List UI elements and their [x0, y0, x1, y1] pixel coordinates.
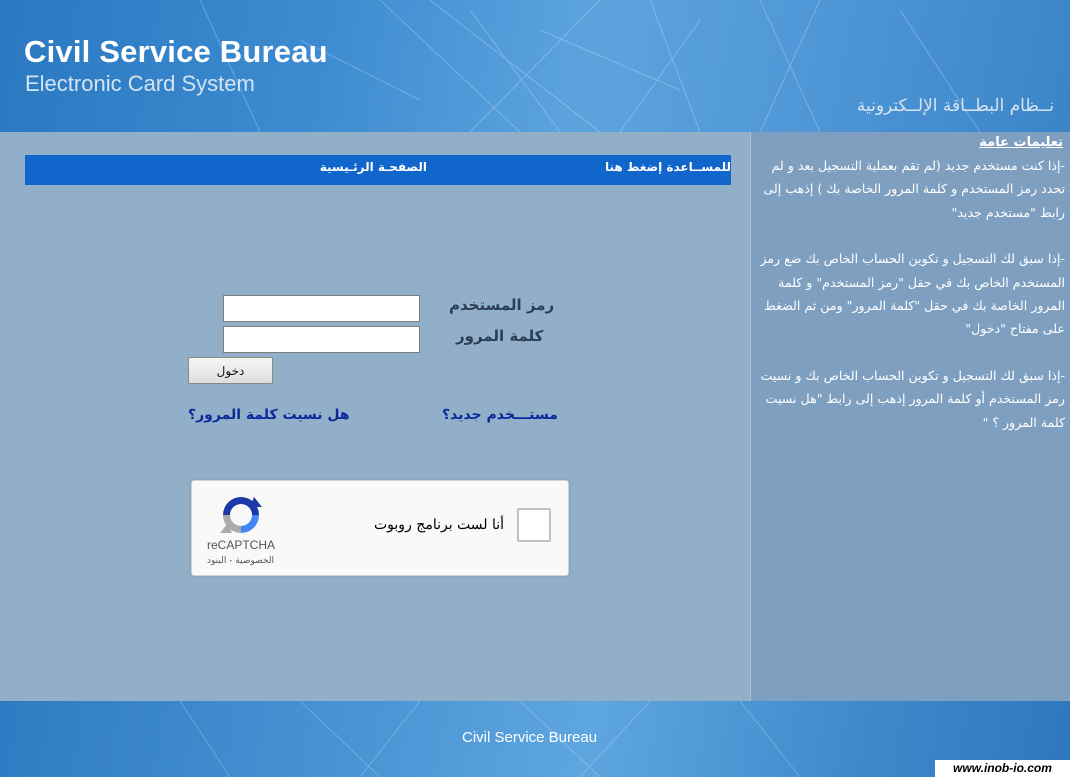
nav-bar	[25, 155, 731, 185]
instruction-new-user: -إذا كنت مستخدم جديد (لم تقم بعملية التسجيل بعد و لم تحدد رمز المستخدم و كلمة المرور الخاصة بك ) إذهب إلى رابط "مستخدم جديد"	[763, 158, 1065, 220]
instructions-panel	[750, 132, 1070, 701]
nav-help-link[interactable]: للمســاعدة إضغط هنا	[605, 160, 731, 174]
recaptcha-logo-icon	[218, 493, 264, 537]
login-button[interactable]: دخول	[188, 357, 273, 384]
password-input[interactable]	[223, 326, 420, 353]
recaptcha-brand: reCAPTCHA	[207, 538, 276, 552]
nav-home-link[interactable]: الصفحـة الرئـيسية	[319, 160, 427, 174]
main-content	[0, 132, 750, 701]
instruction-forgot: -إذا سبق لك التسجيل و تكوين الحساب الخاص بك و نسيت رمز المستخدم أو كلمة المرور إذهب إلى رابط "هل نسيت كلمة المرور ؟ "	[760, 367, 1065, 430]
site-arabic-title: نــظام البطــاقة الإلــكترونية	[856, 96, 1054, 116]
recaptcha-terms-link[interactable]: الخصوصية - البنود	[207, 556, 274, 566]
username-label: رمز المستخدم	[449, 296, 555, 314]
recaptcha-checkbox[interactable]	[517, 508, 551, 542]
instructions-title: تعليمات عامة	[979, 135, 1063, 150]
site-footer	[0, 701, 1070, 777]
password-label: كلمة المرور	[456, 327, 544, 345]
instructions-body	[759, 154, 1065, 434]
instruction-login: -إذا سبق لك التسجيل و تكوين الحساب الخاص بك ضع رمز المستخدم الخاص بك في حقل "رمز المستخدم" و كلمة المرور الخاصة بك في حقل "كلمة المرور" ومن ثم الضغط على مفتاح "دخول"	[760, 251, 1065, 337]
recaptcha-widget	[191, 480, 569, 576]
new-user-link[interactable]: مستـــخدم جديد؟	[442, 407, 558, 423]
recaptcha-label: أنا لست برنامج روبوت	[374, 517, 505, 533]
site-header	[0, 0, 1070, 132]
site-subtitle: Electronic Card System	[25, 71, 255, 96]
watermark: www.inob-io.com	[935, 760, 1070, 777]
footer-text: Civil Service Bureau	[462, 729, 598, 746]
forgot-password-link[interactable]: هل نسيت كلمة المرور؟	[188, 407, 350, 423]
username-input[interactable]	[223, 295, 420, 322]
site-title: Civil Service Bureau	[24, 34, 328, 69]
